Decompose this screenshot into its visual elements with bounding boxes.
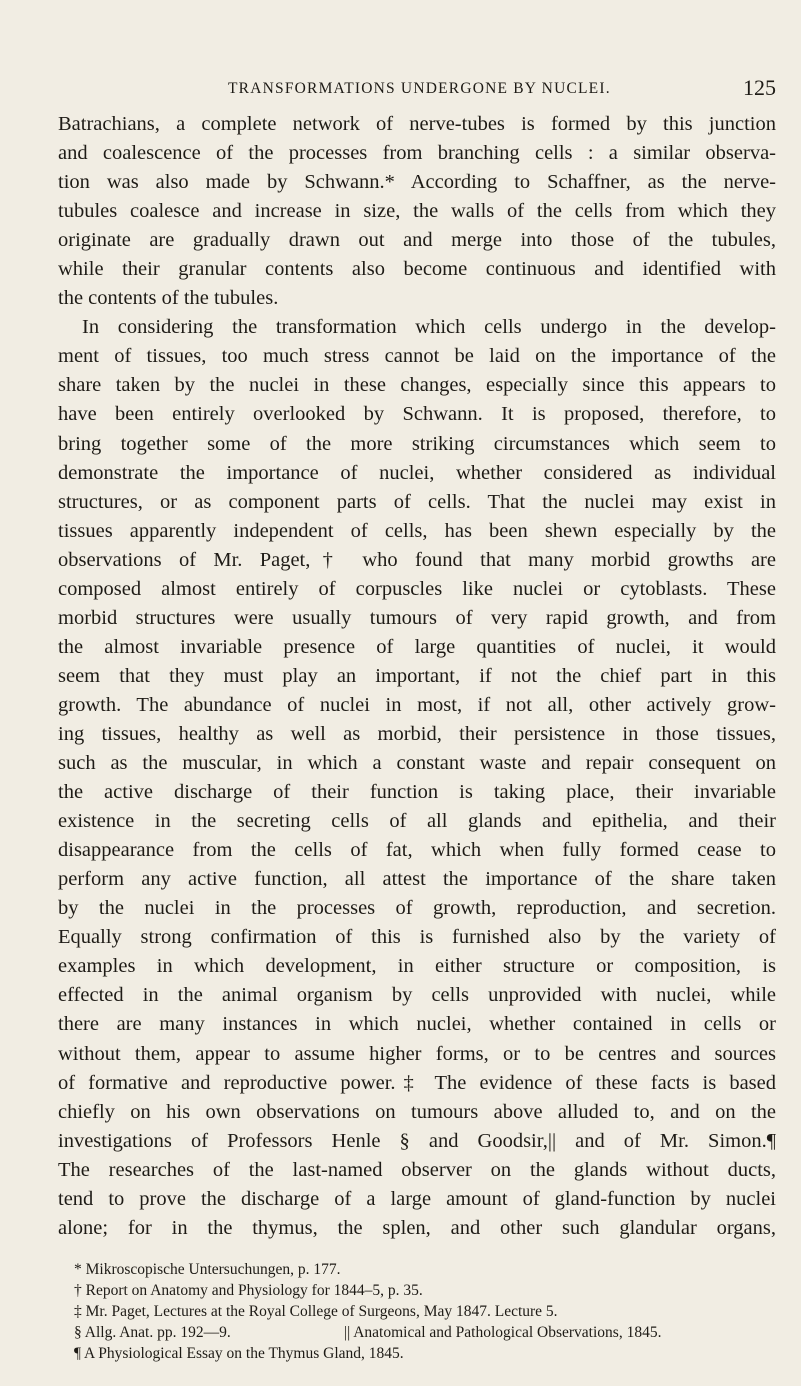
text-line: and coalescence of the processes from branching cells : a similar observa- (58, 142, 776, 165)
text-line: examples in which development, in either structure or composition, is (58, 955, 776, 978)
text-line: chiefly on his own observations on tumours above alluded to, and on the (58, 1100, 776, 1123)
text-line: tubules coalesce and increase in size, the walls of the cells from which they (58, 200, 776, 223)
text-line: share taken by the nuclei in these changes, especially since this appears to (58, 374, 776, 397)
text-line: perform any active function, all attest the importance of the share taken (58, 868, 776, 891)
text-line: Batrachians, a complete network of nerve-tubes is formed by this junction (58, 113, 776, 135)
page-number: 125 (743, 75, 776, 100)
text-line: while their granular contents also become continuous and identified with (58, 258, 776, 281)
text-line: tion was also made by Schwann.* According to Schaffner, as the nerve- (58, 171, 776, 194)
text-line: the active discharge of their function is taking place, their invariable (58, 781, 776, 804)
text-line: morbid structures were usually tumours of very rapid growth, and from (58, 606, 776, 629)
body-text (58, 110, 776, 1243)
text-line: ing tissues, healthy as well as morbid, their persistence in those tissues, (58, 722, 776, 745)
text-line: tissues apparently independent of cells, has been shewn especially by the (58, 519, 776, 542)
footnote: ‡ Mr. Paget, Lectures at the Royal College of Surgeons, May 1847. Lecture 5. (74, 1303, 558, 1320)
text-line: without them, appear to assume higher forms, or to be centres and sources (58, 1042, 776, 1065)
text-line: disappearance from the cells of fat, which when fully formed cease to (58, 839, 776, 862)
text-line: of formative and reproductive power.‡ The evidence of these facts is based (58, 1071, 776, 1094)
text-line: demonstrate the importance of nuclei, whether considered as individual (58, 461, 776, 484)
footnote-row (74, 1322, 776, 1343)
text-line: the almost invariable presence of large quantities of nuclei, it would (58, 635, 776, 658)
text-line: alone; for in the thymus, the splen, and other such glandular organs, (58, 1216, 776, 1239)
text-line: the contents of the tubules. (58, 287, 279, 310)
text-line: bring together some of the more striking circumstances which seem to (58, 432, 776, 455)
text-line: growth. The abundance of nuclei in most, if not all, other actively grow- (58, 693, 776, 716)
footnote: || Anatomical and Pathological Observations, 1845. (344, 1324, 662, 1341)
text-line: by the nuclei in the processes of growth, reproduction, and secretion. (58, 897, 776, 920)
text-line: seem that they must play an important, if not the chief part in this (58, 664, 776, 687)
footnote: ¶ A Physiological Essay on the Thymus Gland, 1845. (74, 1345, 404, 1362)
text-line: structures, or as component parts of cells. That the nuclei may exist in (58, 490, 776, 513)
text-line: investigations of Professors Henle § and Goodsir,|| and of Mr. Simon.¶ (58, 1129, 776, 1152)
text-line: such as the muscular, in which a constant waste and repair consequent on (58, 752, 776, 775)
text-line: tend to prove the discharge of a large amount of gland-function by nuclei (58, 1187, 776, 1210)
text-line: ment of tissues, too much stress cannot be laid on the importance of the (58, 345, 776, 368)
text-line: Equally strong confirmation of this is furnished also by the variety of (58, 926, 776, 949)
text-line: existence in the secreting cells of all glands and epithelia, and their (58, 810, 776, 833)
footnote: * Mikroscopische Untersuchungen, p. 177. (74, 1261, 341, 1278)
text-line: The researches of the last-named observer on the glands without ducts, (58, 1158, 776, 1181)
text-line: there are many instances in which nuclei, whether contained in cells or (58, 1013, 776, 1036)
footnote: § Allg. Anat. pp. 192—9. (74, 1324, 231, 1341)
footnotes (74, 1259, 776, 1364)
footnote: † Report on Anatomy and Physiology for 1844–5, p. 35. (74, 1282, 423, 1299)
text-line: observations of Mr. Paget,† who found that many morbid growths are (58, 548, 776, 571)
page-header (228, 76, 776, 104)
text-line: effected in the animal organism by cells unprovided with nuclei, while (58, 984, 776, 1007)
running-head: TRANSFORMATIONS UNDERGONE BY NUCLEI. (228, 80, 611, 97)
text-line: In considering the transformation which cells undergo in the develop- (82, 316, 776, 339)
text-line: originate are gradually drawn out and merge into those of the tubules, (58, 229, 776, 252)
text-line: composed almost entirely of corpuscles like nuclei or cytoblasts. These (58, 577, 776, 600)
text-line: have been entirely overlooked by Schwann. It is proposed, therefore, to (58, 403, 776, 426)
